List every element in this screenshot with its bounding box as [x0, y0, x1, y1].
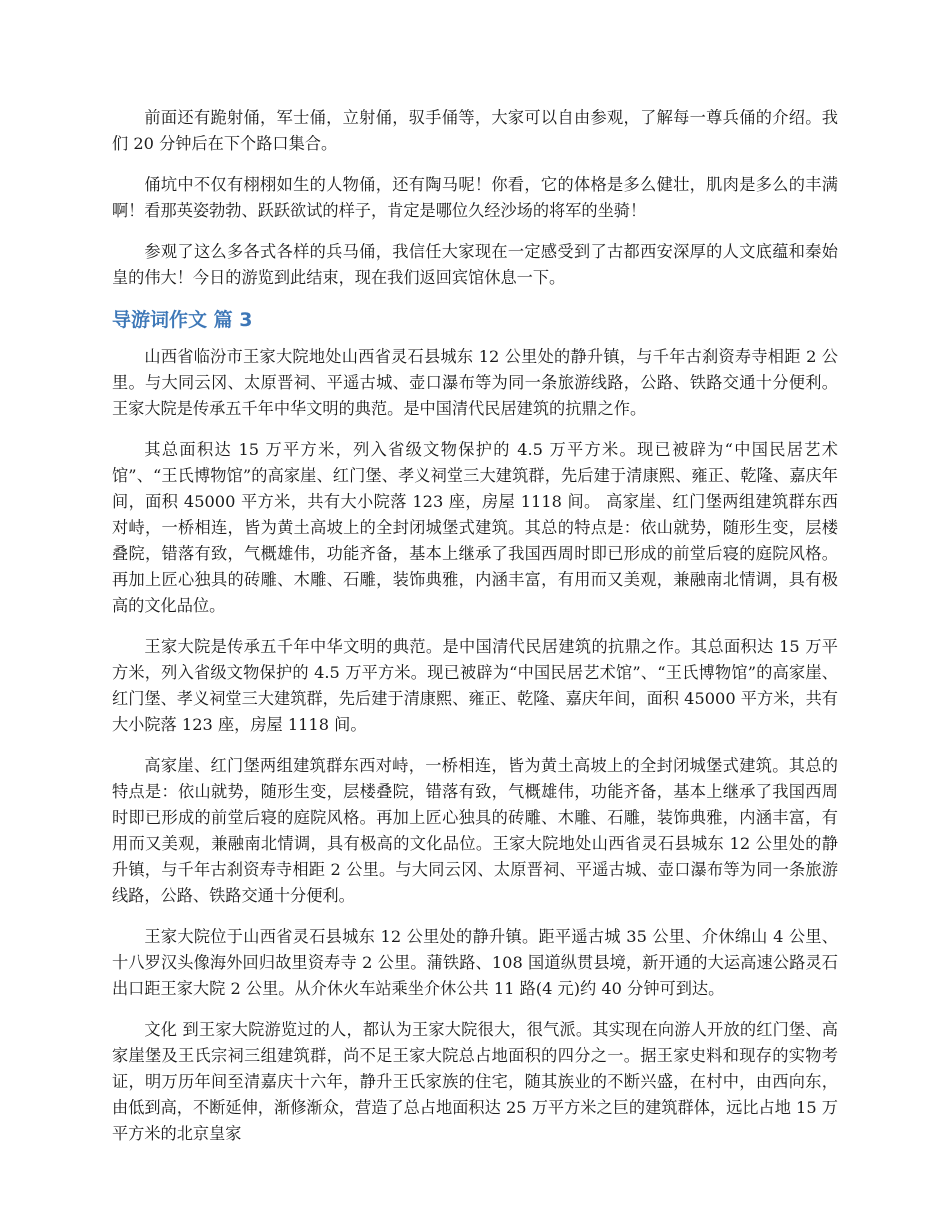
section-paragraph-3: 王家大院是传承五千年中华文明的典范。是中国清代民居建筑的抗鼎之作。其总面积达 15 万平方米，列入省级文物保护的 4.5 万平方米。现已被辟为“中国民居艺术馆”、“王氏博物馆”的高家崖、红门堡、孝义祠堂三大建筑群，先后建于清康熙、雍正、乾隆、嘉庆年间，面积 45000 平方米，共有大小院落 123 座，房屋 1118 间。	[112, 637, 838, 734]
intro-paragraph-2: 俑坑中不仅有栩栩如生的人物俑，还有陶马呢！你看，它的体格是多么健壮，肌肉是多么的丰满啊！看那英姿勃勃、跃跃欲试的样子，肯定是哪位久经沙场的将军的坐骑！	[112, 175, 838, 220]
section-heading: 导游词作文 篇 3	[112, 309, 253, 331]
section-paragraph-1: 山西省临汾市王家大院地处山西省灵石县城东 12 公里处的静升镇，与千年古刹资寿寺相距 2 公里。与大同云冈、太原晋祠、平遥古城、壶口瀑布等为同一条旅游线路，公路、铁路交通十分便利。 王家大院是传承五千年中华文明的典范。是中国清代民居建筑的抗鼎之作。	[112, 347, 838, 418]
document-page	[112, 105, 838, 1162]
section-paragraph-5: 王家大院位于山西省灵石县城东 12 公里处的静升镇。距平遥古城 35 公里、介休绵山 4 公里、十八罗汉头像海外回归故里资寿寺 2 公里。蒲铁路、108 国道纵贯县境，新开通的大运高速公路灵石出口距王家大院 2 公里。从介休火车站乘坐介休公共 11 路(4 元)约 40 分钟可到达。	[112, 927, 838, 998]
section-paragraph-2: 其总面积达 15 万平方米，列入省级文物保护的 4.5 万平方米。现已被辟为“中国民居艺术馆”、“王氏博物馆”的高家崖、红门堡、孝义祠堂三大建筑群，先后建于清康熙、雍正、乾隆、嘉庆年间，面积 45000 平方米，共有大小院落 123 座，房屋 1118 间。 高家崖、红门堡两组建筑群东西对峙，一桥相连，皆为黄土高坡上的全封闭城堡式建筑。其总的特点是：依山就势，随形生变，层楼叠院，错落有致，气概雄伟，功能齐备，基本上继承了我国西周时即已形成的前堂后寝的庭院风格。再加上匠心独具的砖雕、木雕、石雕，装饰典雅，内涵丰富，有用而又美观，兼融南北情调，具有极高的文化品位。	[112, 440, 838, 615]
section-paragraph-4: 高家崖、红门堡两组建筑群东西对峙，一桥相连，皆为黄土高坡上的全封闭城堡式建筑。其总的特点是：依山就势，随形生变，层楼叠院，错落有致，气概雄伟，功能齐备，基本上继承了我国西周时即已形成的前堂后寝的庭院风格。再加上匠心独具的砖雕、木雕、石雕，装饰典雅，内涵丰富，有用而又美观，兼融南北情调，具有极高的文化品位。王家大院地处山西省灵石县城东 12 公里处的静升镇，与千年古刹资寿寺相距 2 公里。与大同云冈、太原晋祠、平遥古城、壶口瀑布等为同一条旅游线路，公路、铁路交通十分便利。	[112, 756, 838, 905]
intro-paragraph-3: 参观了这么多各式各样的兵马俑，我信任大家现在一定感受到了古都西安深厚的人文底蕴和秦始皇的伟大！今日的游览到此结束，现在我们返回宾馆休息一下。	[112, 242, 838, 287]
section-paragraph-6: 文化 到王家大院游览过的人，都认为王家大院很大，很气派。其实现在向游人开放的红门堡、高家崖堡及王氏宗祠三组建筑群，尚不足王家大院总占地面积的四分之一。据王家史料和现存的实物考证，明万历年间至清嘉庆十六年，静升王氏家族的住宅，随其族业的不断兴盛，在村中，由西向东，由低到高，不断延伸，渐修渐众，营造了总占地面积达 25 万平方米之巨的建筑群体，远比占地 15 万平方米的北京皇家	[112, 1020, 838, 1143]
intro-paragraph-1: 前面还有跪射俑，军士俑，立射俑，驭手俑等，大家可以自由参观，了解每一尊兵俑的介绍。我们 20 分钟后在下个路口集合。	[112, 108, 838, 153]
